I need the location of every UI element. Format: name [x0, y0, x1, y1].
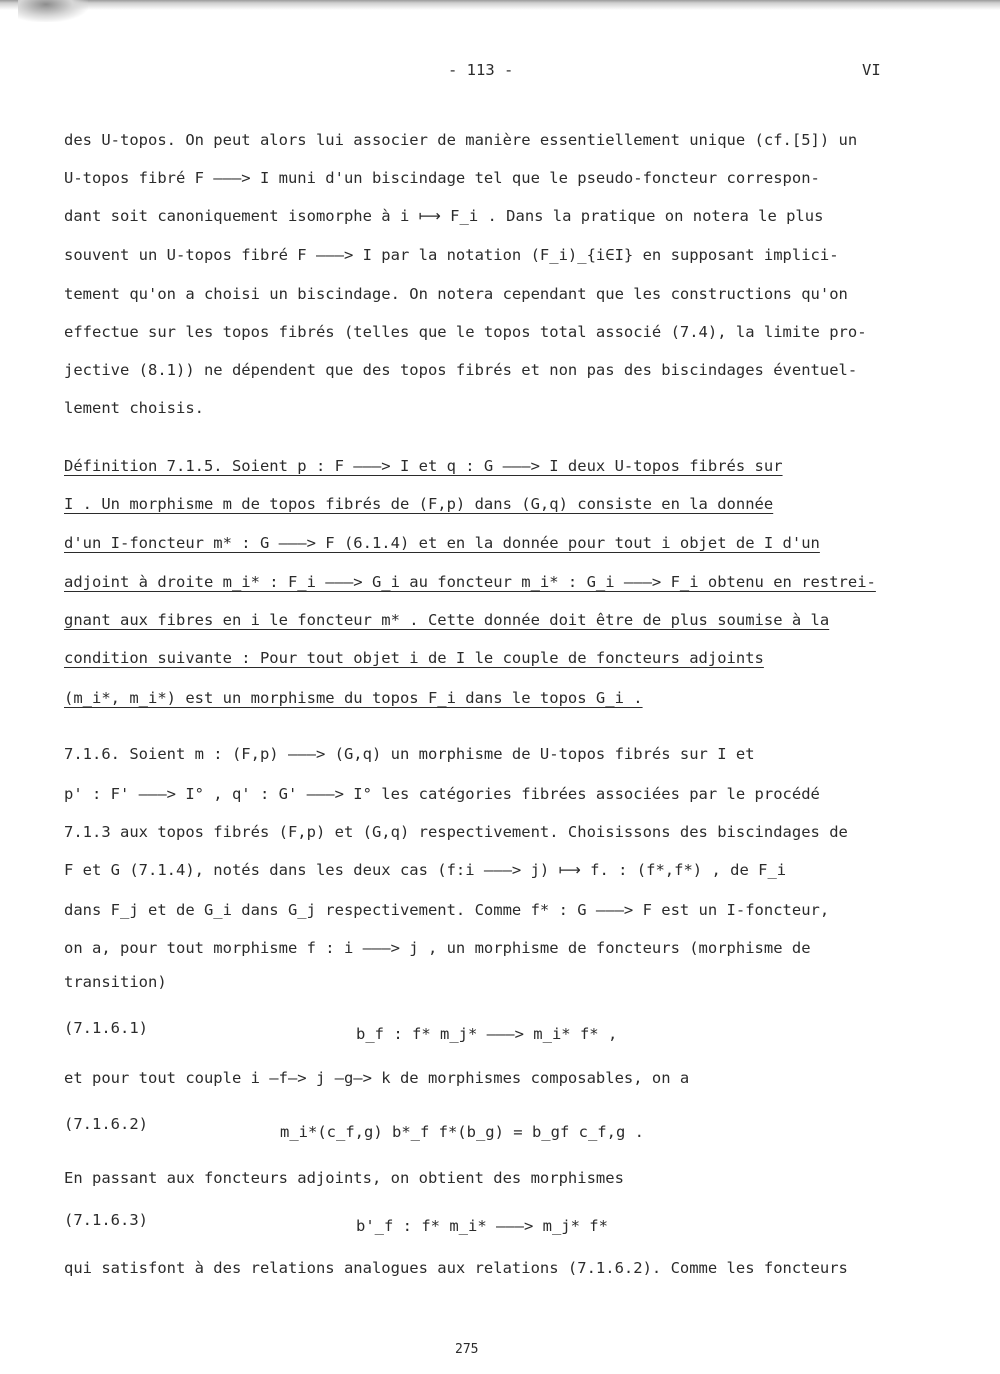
text-line: lement choisis.: [64, 399, 204, 417]
text-line: 7.1.6. Soient m : (F,p) ———> (G,q) un morphisme de U-topos fibrés sur I et: [64, 745, 755, 763]
text-line: on a, pour tout morphisme f : i ———> j , un morphisme de foncteurs (morphisme de: [64, 939, 811, 957]
equation-label: (7.1.6.1): [64, 1019, 148, 1037]
text-line: p' : F' ———> I° , q' : G' ———> I° les catégories fibrées associées par le procédé: [64, 785, 820, 803]
equation-formula: m_i*(c_f,g) b*_f f*(b_g) = b_gf c_f,g .: [280, 1123, 644, 1141]
text-line: souvent un U-topos fibré F ———> I par la notation (F_i)_{i∈I} en supposant implici-: [64, 246, 839, 264]
text-line: 7.1.3 aux topos fibrés (F,p) et (G,q) respectivement. Choisissons des biscindages de: [64, 823, 848, 841]
chapter-number: VI: [862, 61, 881, 79]
text-line: dant soit canoniquement isomorphe à i ⟼ F_i . Dans la pratique on notera le plus: [64, 207, 824, 225]
text-line: qui satisfont à des relations analogues aux relations (7.1.6.2). Comme les foncteurs: [64, 1259, 848, 1277]
definition-line: Définition 7.1.5. Soient p : F ———> I et q : G ———> I deux U-topos fibrés sur: [64, 457, 783, 475]
equation-formula: b'_f : f* m_i* ———> m_j* f*: [356, 1217, 608, 1235]
text-line: U-topos fibré F ———> I muni d'un biscindage tel que le pseudo-foncteur correspon-: [64, 169, 820, 187]
equation-formula: b_f : f* m_j* ———> m_i* f* ,: [356, 1025, 618, 1043]
text-line: dans F_j et de G_i dans G_j respectivement. Comme f* : G ———> F est un I-foncteur,: [64, 901, 830, 919]
definition-line: d'un I-foncteur m* : G ———> F (6.1.4) et en la donnée pour tout i objet de I d'un: [64, 534, 820, 552]
text-line: effectue sur les topos fibrés (telles que le topos total associé (7.4), la limite pro-: [64, 323, 867, 341]
text-line: transition): [64, 973, 167, 991]
text-line: des U-topos. On peut alors lui associer de manière essentiellement unique (cf.[5]) un: [64, 131, 858, 149]
equation-label: (7.1.6.3): [64, 1211, 148, 1229]
equation-label: (7.1.6.2): [64, 1115, 148, 1133]
scan-edge: [0, 0, 1000, 10]
text-line: En passant aux foncteurs adjoints, on obtient des morphismes: [64, 1169, 624, 1187]
page-number: - 113 -: [448, 61, 514, 79]
definition-line: I . Un morphisme m de topos fibrés de (F,p) dans (G,q) consiste en la donnée: [64, 495, 774, 513]
definition-line: condition suivante : Pour tout objet i de I le couple de foncteurs adjoints: [64, 649, 764, 667]
definition-line: adjoint à droite m_i* : F_i ———> G_i au foncteur m_i* : G_i ———> F_i obtenu en restrei-: [64, 573, 876, 591]
folio-number: 275: [455, 1342, 479, 1357]
text-line: et pour tout couple i —f—> j —g—> k de morphismes composables, on a: [64, 1069, 690, 1087]
definition-line: (m_i*, m_i*) est un morphisme du topos F_i dans le topos G_i .: [64, 689, 643, 707]
definition-line: gnant aux fibres en i le foncteur m* . Cette donnée doit être de plus soumise à la: [64, 611, 830, 629]
scan-smudge: [18, 0, 88, 22]
text-line: tement qu'on a choisi un biscindage. On notera cependant que les constructions qu'on: [64, 285, 848, 303]
text-line: jective (8.1)) ne dépendent que des topos fibrés et non pas des biscindages éventuel-: [64, 361, 858, 379]
text-line: F et G (7.1.4), notés dans les deux cas (f:i ———> j) ⟼ f. : (f*,f*) , de F_i: [64, 861, 787, 879]
